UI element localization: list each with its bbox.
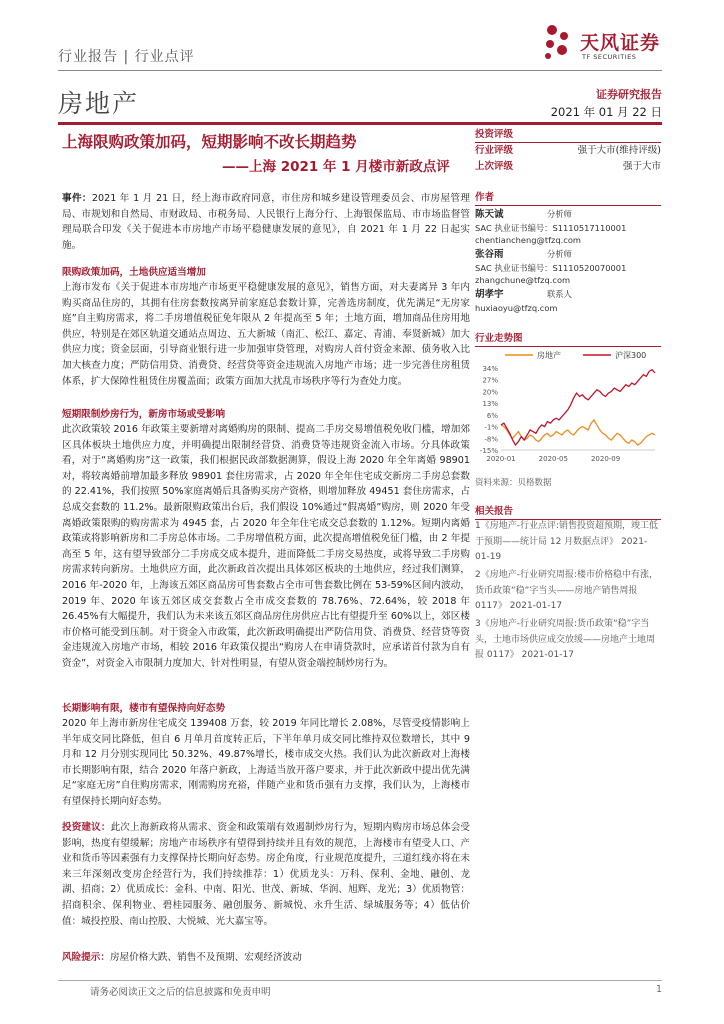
rating-heading: 投资评级 <box>475 126 661 143</box>
report-date: 2021 年 01 月 22 日 <box>550 105 662 119</box>
header-divider <box>58 70 662 71</box>
rating-label: 行业评级 <box>475 145 514 156</box>
event-label: 事件： <box>62 193 92 204</box>
rating-value: 强于大市(维持评级) <box>577 145 661 156</box>
author-name: 陈天诚 <box>475 209 504 220</box>
footer-disclaimer: 请务必阅读正文之后的信息披露和免责申明 <box>90 987 271 998</box>
y-tick-label: -8% <box>484 435 498 444</box>
section-paragraph: 上海市发布《关于促进本市房地产市场更平稳健康发展的意见》，销售方面，对夫妻离异 3 年内购买商品住房的，其拥有住房套数按离异前家庭总套数计算，完善选房制度，优先满足“无房家庭”自主购房需求，将二手房增值税征免年限从 2 年提高至 5 年；土地方面，增加商品住房用地供应，特别是在郊区轨道交通站点周边、五大新城（南汇、松江、嘉定、青浦、奉贤新城）加大供应力度；资金层面，引导商业银行进一步加强审贷管理，对购房人首付资金来源、债务收入比加大核查力度；严防信用贷、消费贷、经营贷等资金违规流入房地产市场；进一步完善住房租赁体系，扩大保障性租赁住房覆盖面；政策方面加大扰乱市场秩序等行为查处力度。 <box>62 282 470 387</box>
related-report[interactable]: 2《房地产-行业研究周报:楼市价格稳中有涨，货币政策“稳”字当头——房地产销售周报 0117》 2021-01-17 <box>475 570 659 612</box>
footer-divider <box>58 980 662 981</box>
author-email[interactable]: huxiaoyu@tfzq.com <box>475 302 558 313</box>
y-tick-label: -15% <box>479 447 498 455</box>
author-role: 联系人 <box>547 289 572 299</box>
legend-label: 房地产 <box>537 351 561 360</box>
section-paragraph: 此次上海新政将从需求、资金和政策端有效遏制炒房行为，短期内购房市场总体会受影响，热度有望缓解；房地产市场秩序有望得到持续并且有效的规范，上海楼市有望受人口、产业和货币等因素强有力支撑保持长期向好态势。房企角度，行业规范度提升，三道红线亦将在未来三年深刻改变房企经营行为，我们持续推荐：1）优质龙头：万科、保利、金地、融创、龙湖、招商；2）优质成长：金科、中南、阳光、世茂、新城、华润、旭辉、龙光；3）优质物管：招商积余、保利物业、碧桂园服务、融创服务、新城悦、永升生活、绿城服务等；4）低估价值：城投控股、南山控股、大悦城、光大嘉宝等。 <box>62 822 471 927</box>
logo-mark-icon <box>540 22 576 62</box>
investment-advice <box>62 820 470 929</box>
series-line <box>501 420 655 445</box>
title-divider <box>58 122 662 125</box>
related-report[interactable]: 3《房地产-行业研究周报:货币政策“稳”字当头，土地市场供应成交放缓——房地产土地周报 0117》 2021-01-17 <box>475 619 656 661</box>
section-heading: 短期限制炒房行为，新房市场或受影响 <box>62 409 226 420</box>
author-email[interactable]: chentiancheng@tfzq.com <box>475 235 581 246</box>
report-category: 行业报告 | 行业点评 <box>58 49 195 65</box>
section-heading: 投资建议： <box>62 822 111 833</box>
industry-trend-chart <box>475 346 661 468</box>
report-subtitle: ——上海 2021 年 1 月楼市新政点评 <box>222 159 450 175</box>
section-paragraph: 此次政策较 2016 年政策主要新增对离婚购房的限制、提高二手房交易增值税免收门槛，增加郊区具体板块土地供应力度，并明确提出限制经营贷、消费贷等违规资金流入市场。分具体政策看，对于“离婚购房”这一政策，我们根据民政部数据测算，假设上海 2020 年全年离婚 98901 对，将较离婚前增加最多释放 98901 套住房需求，占 2020 年全年住宅成交新房二手房总套数的 22.41%，我们按照 50%家庭离婚后具备购买房产资格，则增加释放 49451 套住房需求，占总成交套数的 11.2%。最新限购政策出台后，我们假设 10%通过“假离婚”购房，则 2020 年受离婚政策限购的购房需求为 4945 套，占 2020 年全年住宅成交总套数的 1.12%。短期内离婚政策或将影响新房和二手房总体市场。二手房增值税方面，此次提高增值税免征门槛，由 2 年提高至 5 年，这有望导致部分二手房成交成本提升，进而降低二手房交易热度，或将导致二手房购房需求转向新房。土地供应方面，此次新政首次提出具体郊区板块的土地供应，经过我们测算，2016 年-2020 年，上海该五郊区商品房可售套数占全市可售套数比例在 53-59%区间内波动，2019 年、2020 年该五郊区成交套数占全市成交套数的 78.76%、72.64%，较 2018 年 26.45%有大幅提升，我们认为未来该五郊区商品房住房供应占比有望提升至 60%以上，郊区楼市价格可能受到压制。对于资金入市政策，此次新政明确提出严防信用贷、消费贷、经营贷等资金违规流入房地产市场，相较 2016 年政策仅提出“购房人在申请贷款时，应承诺首付款为自有资金”，对资金入市限制力度加大、针对性明显，有望从资金端控制炒房行为。 <box>62 424 470 669</box>
y-tick-label: -1% <box>484 423 498 432</box>
legend-label: 沪深300 <box>615 351 647 360</box>
sector-name: 房地产 <box>58 89 140 118</box>
author-block <box>475 288 661 314</box>
x-tick-label: 2020-09 <box>590 455 621 463</box>
logo-subtext: TF SECURITIES <box>582 53 637 61</box>
tf-securities-logo <box>540 20 670 66</box>
event-paragraph <box>62 191 470 253</box>
report-type: 证券研究报告 <box>596 88 662 101</box>
x-tick-label: 2020-05 <box>538 455 568 463</box>
y-tick-label: 13% <box>482 400 498 409</box>
y-tick-label: 34% <box>482 365 498 373</box>
report-title: 上海限购政策加码，短期影响不改长期趋势 <box>62 133 357 151</box>
author-name: 胡孝宇 <box>475 289 504 300</box>
rating-label: 上次评级 <box>475 161 514 172</box>
section-heading: 长期影响有限，楼市有望保持向好态势 <box>62 703 226 714</box>
rating-row <box>475 158 661 172</box>
y-tick-label: 27% <box>482 376 498 385</box>
y-tick-label: 20% <box>482 388 498 397</box>
related-heading: 相关报告 <box>475 503 661 520</box>
author-role: 分析师 <box>547 249 572 259</box>
x-tick-label: 2020-01 <box>486 455 516 463</box>
rating-value: 强于大市 <box>622 161 661 172</box>
chart-source: 资料来源：贝格数据 <box>475 478 552 488</box>
y-tick-label: 6% <box>486 411 498 420</box>
author-email[interactable]: zhangchune@tfzq.com <box>475 275 571 286</box>
event-text: 2021 年 1 月 21 日，经上海市政府同意，市住房和城乡建设管理委员会、市房屋管理局、市规划和自然局、市财政局、市税务局、人民银行上海分行、上海银保监局、市市场监督管理局联合印发《关于促进本市房地产市场平稳健康发展的意见》，自 2021 年 1 月 22 日起实施。 <box>62 193 471 251</box>
logo-text: 天风证券 <box>580 32 661 54</box>
section-paragraph: 房屋价格大跌、销售不及预期、宏观经济波动 <box>109 952 302 963</box>
author-cert: SAC 执业证书编号：S1110517110001 <box>475 222 627 233</box>
rating-row <box>475 142 661 156</box>
author-role: 分析师 <box>547 209 572 219</box>
section-paragraph: 2020 年上海市新房住宅成交 139408 万套，较 2019 年同比增长 2.08%，尽管受疫情影响上半年成交同比降低，但自 6 月单月首度转正后，下半年单月成交同比维持双位数增长，其中 9 月和 12 月分别实现同比 50.32%、49.87%增长，楼市成交火热。我们认为此次新政对上海楼市长期影响有限，结合 2020 年落户新政，上海适当放开落户要求，并于此次新政中提出优先满足“家庭无房”自住购房需求，刚需购房充裕，伴随产业和货币强有力支撑，我们认为，上海楼市有望保持长期向好态势。 <box>62 718 470 807</box>
author-cert: SAC 执业证书编号：S1110520070001 <box>475 262 627 273</box>
author-name: 张谷雨 <box>475 249 504 260</box>
series-line <box>501 370 655 445</box>
section-heading: 风险提示： <box>62 952 110 963</box>
author-block <box>475 248 661 287</box>
author-block <box>475 208 661 247</box>
risk-warning <box>62 950 470 966</box>
related-report[interactable]: 1《房地产-行业点评:销售投资超预期，竣工低于预期——统计局 12 月数据点评》 2021-01-19 <box>475 521 659 563</box>
section-heading: 限购政策加码，土地供应适当增加 <box>62 267 206 278</box>
authors-heading: 作者 <box>475 189 661 206</box>
page-number: 1 <box>656 984 663 995</box>
chart-heading: 行业走势图 <box>475 330 661 347</box>
